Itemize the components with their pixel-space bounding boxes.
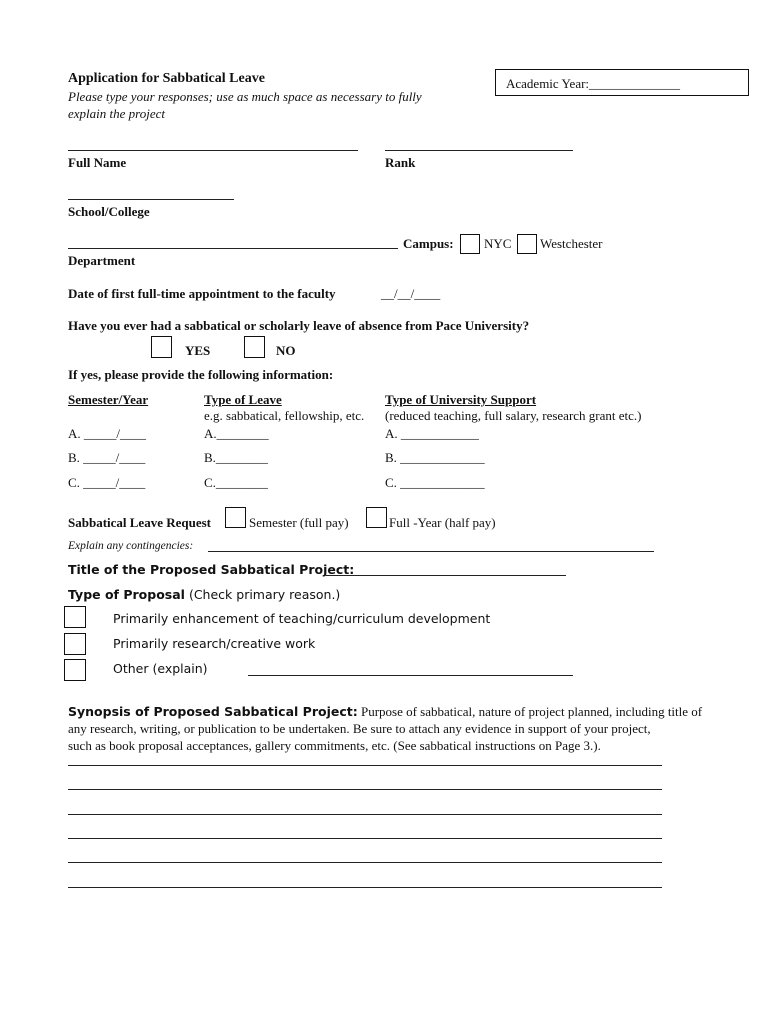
yes-checkbox[interactable] xyxy=(151,336,172,358)
synopsis-line-field-4[interactable] xyxy=(68,838,662,839)
row-b-semester[interactable]: B. _____/____ xyxy=(68,450,146,465)
full-year-option-label: Full -Year (half pay) xyxy=(389,515,496,530)
prior-leave-question: Have you ever had a sabbatical or scholarly leave of absence from Pace University? xyxy=(68,318,530,333)
department-label: Department xyxy=(68,253,136,268)
full-year-checkbox[interactable] xyxy=(366,507,387,528)
row-b-type[interactable]: B.________ xyxy=(204,450,268,465)
school-label: School/College xyxy=(68,204,150,219)
department-field[interactable] xyxy=(68,248,398,249)
project-title-label: Title of the Proposed Sabbatical Project: xyxy=(68,562,355,577)
leave-request-label: Sabbatical Leave Request xyxy=(68,515,211,530)
teaching-option-label: Primarily enhancement of teaching/curriculum development xyxy=(113,611,491,626)
row-c-semester[interactable]: C. _____/____ xyxy=(68,475,146,490)
proposal-type-hint: (Check primary reason.) xyxy=(188,587,341,602)
other-option-label: Other (explain) xyxy=(113,661,208,676)
contingencies-field[interactable] xyxy=(208,551,654,552)
type-hint: e.g. sabbatical, fellowship, etc. xyxy=(204,408,365,423)
yes-label: YES xyxy=(185,343,211,358)
row-c-support[interactable]: C. _____________ xyxy=(385,475,485,490)
research-option-label: Primarily research/creative work xyxy=(113,636,316,651)
rank-label: Rank xyxy=(385,155,416,170)
campus-nyc-label: NYC xyxy=(484,236,512,251)
teaching-checkbox[interactable] xyxy=(64,606,86,628)
contingencies-label: Explain any contingencies: xyxy=(68,540,194,552)
synopsis-label: Synopsis of Proposed Sabbatical Project: xyxy=(68,704,358,719)
full-name-field[interactable] xyxy=(68,150,358,151)
instructions-line-1: Please type your responses; use as much space as necessary to fully xyxy=(68,89,422,104)
row-c-type[interactable]: C.________ xyxy=(204,475,268,490)
campus-label: Campus: xyxy=(403,236,454,251)
col-support-header: Type of University Support xyxy=(385,392,537,407)
project-title-field[interactable] xyxy=(326,575,566,576)
no-checkbox[interactable] xyxy=(244,336,265,358)
synopsis-line-2: any research, writing, or publication to be undertaken. Be sure to attach any evidence in support of your project, xyxy=(68,721,651,736)
research-checkbox[interactable] xyxy=(64,633,86,655)
synopsis-line-field-1[interactable] xyxy=(68,765,662,766)
synopsis-line-field-6[interactable] xyxy=(68,887,662,888)
campus-westchester-label: Westchester xyxy=(540,236,603,251)
row-a-type[interactable]: A.________ xyxy=(204,426,269,441)
row-a-semester[interactable]: A. _____/____ xyxy=(68,426,146,441)
form-title: Application for Sabbatical Leave xyxy=(68,71,265,86)
row-b-support[interactable]: B. _____________ xyxy=(385,450,485,465)
rank-field[interactable] xyxy=(385,150,573,151)
school-field[interactable] xyxy=(68,199,234,200)
support-hint: (reduced teaching, full salary, research grant etc.) xyxy=(385,408,642,423)
synopsis-line-field-2[interactable] xyxy=(68,789,662,790)
synopsis-line-field-5[interactable] xyxy=(68,862,662,863)
proposal-type-label: Type of Proposal xyxy=(68,587,185,602)
followup-label: If yes, please provide the following information: xyxy=(68,367,334,382)
campus-nyc-checkbox[interactable] xyxy=(460,234,480,254)
col-semester-header: Semester/Year xyxy=(68,392,149,407)
synopsis-line-field-3[interactable] xyxy=(68,814,662,815)
semester-option-label: Semester (full pay) xyxy=(249,515,349,530)
synopsis-line-3: such as book proposal acceptances, gallery commitments, etc. (See sabbatical instructions on Page 3.). xyxy=(68,738,601,753)
other-checkbox[interactable] xyxy=(64,659,86,681)
appointment-label: Date of first full-time appointment to the faculty xyxy=(68,286,336,301)
appointment-date-field[interactable]: __/__/____ xyxy=(381,286,441,301)
campus-westchester-checkbox[interactable] xyxy=(517,234,537,254)
col-type-header: Type of Leave xyxy=(204,392,282,407)
full-name-label: Full Name xyxy=(68,155,127,170)
semester-checkbox[interactable] xyxy=(225,507,246,528)
synopsis-line-1: Purpose of sabbatical, nature of project planned, including title of xyxy=(357,704,703,719)
row-a-support[interactable]: A. ____________ xyxy=(385,426,479,441)
academic-year-label: Academic Year:______________ xyxy=(506,76,681,91)
academic-year-box[interactable] xyxy=(495,69,749,96)
no-label: NO xyxy=(276,343,296,358)
other-explain-field[interactable] xyxy=(248,675,573,676)
instructions-line-2: explain the project xyxy=(68,106,165,121)
